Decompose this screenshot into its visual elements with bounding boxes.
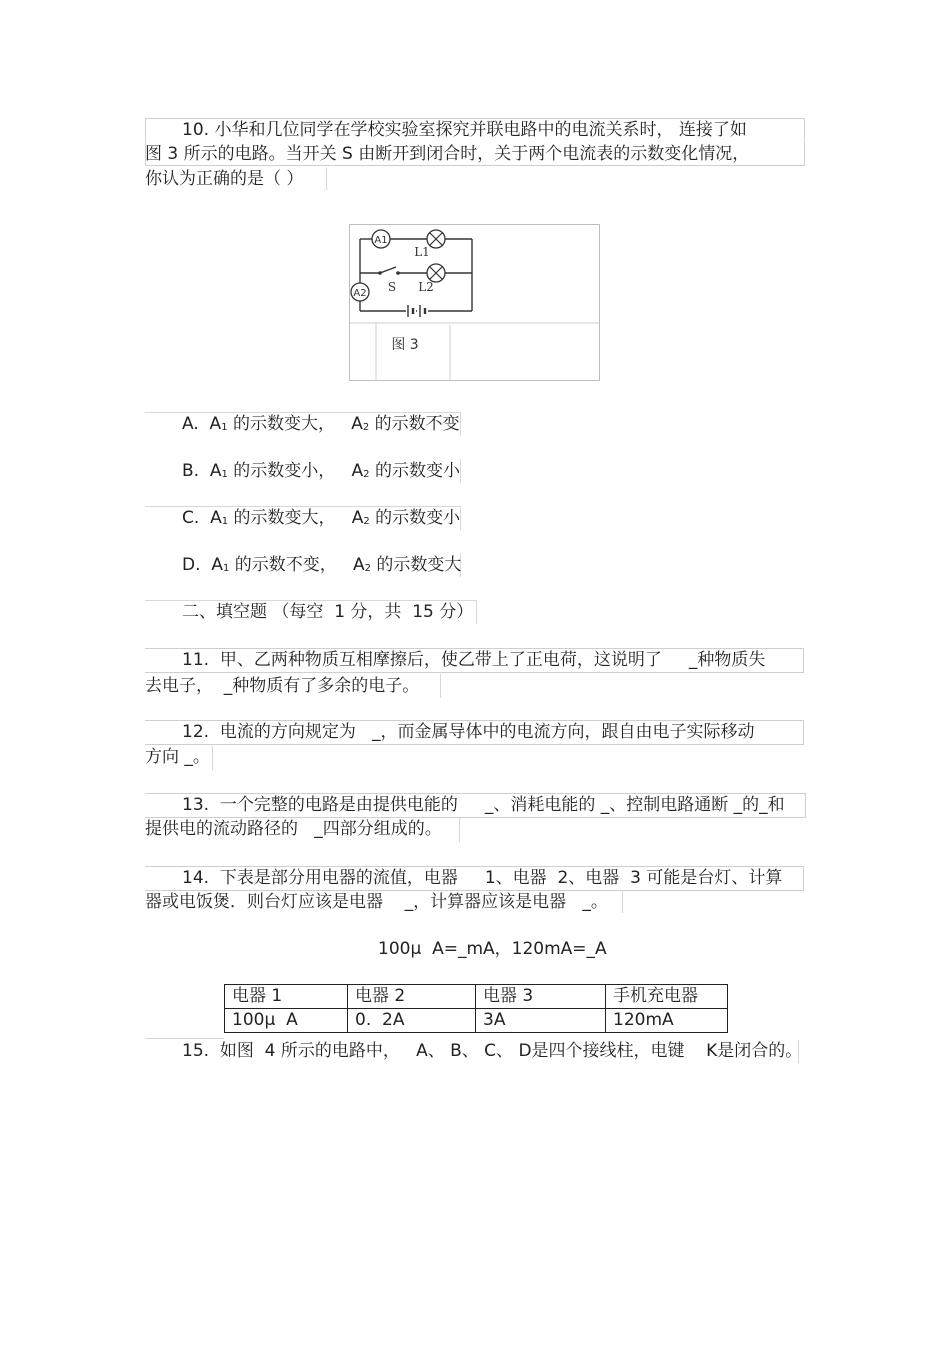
switch-s-label: S [387,280,397,294]
table-row [225,1009,728,1033]
table-cell: 0. 2A [348,1009,476,1033]
option-c-meter1-sub: 1 [221,516,229,527]
option-b-text1: 的示数变小， [227,461,352,481]
l2-label: L2 [418,280,434,294]
table-header-cell: 手机充电器 [606,985,728,1009]
q11-line2: 去电子， _种物质有了多余的电子。 [145,676,420,696]
q12-line1: 12. 电流的方向规定为 _，而金属导体中的电流方向，跟自由电子实际移动 [182,722,755,742]
option-d-meter1: A [211,555,223,575]
l1-label: L1 [414,245,430,259]
q14-line2: 器或电饭煲．则台灯应该是电器 _，计算器应该是电器 _。 [145,892,608,912]
option-a-meter1: A [209,414,222,434]
option-c [182,507,460,533]
option-b-meter2: A [351,461,364,481]
a2-label: A2 [353,288,367,299]
option-d-meter1-sub: 1 [222,563,230,574]
q11-frame-end [440,674,441,698]
option-b-meter2-sub: 2 [363,469,370,480]
option-c-letter: C. [182,508,200,528]
option-a-letter: A. [182,414,199,434]
option-a-meter2: A [351,414,363,434]
option-d-meter2-sub: 2 [364,563,371,574]
section2-heading: 二、填空题 （每空 1 分，共 15 分） [182,602,474,622]
q10-line1: 10. 小华和几位同学在学校实验室探究并联电路中的电流关系时， 连接了如 [182,120,747,140]
q15-rule [145,1038,224,1039]
option-c-text2: 的示数变小 [369,508,461,528]
q10-line3: 你认为正确的是（ ） [145,169,304,189]
option-b-letter: B. [182,461,200,481]
option-a-end [460,412,461,436]
q10-frame-end [326,168,327,190]
option-a [182,413,460,439]
option-d-letter: D. [182,555,201,575]
q11-line1: 11. 甲、乙两种物质互相摩擦后，使乙带上了正电荷，这说明了 _种物质失 [182,650,766,670]
q12-frame-end [212,746,213,770]
option-b-text2: 的示数变小 [369,461,460,481]
option-c-text1: 的示数变大， [228,508,352,528]
q15-line1: 15. 如图 4 所示的电路中， A、 B、 C、 D是四个接线柱，电键 K是闭合的。 [182,1041,803,1061]
option-a-text2: 的示数不变 [369,414,460,434]
option-c-meter2: A [351,508,364,528]
option-c-meter1: A [210,508,222,528]
option-c-meter2-sub: 2 [363,516,370,527]
q12-line2: 方向 _。 [145,747,210,767]
q13-line1: 13. 一个完整的电路是由提供电能的 _、消耗电能的 _、控制电路通断 _的_和 [182,795,785,815]
option-a-text1: 的示数变大， [227,414,352,434]
option-d-text2: 的示数变大 [370,555,462,575]
circuit-diagram [350,225,599,380]
option-d-meter2: A [352,555,365,575]
lamp-l1 [414,230,445,259]
option-b-meter1: A [209,461,222,481]
table-cell: 120mA [606,1009,728,1033]
option-b [182,460,460,486]
appliance-current-table [224,984,728,1033]
table-header-cell: 电器 2 [348,985,476,1009]
a1-label: A1 [374,235,388,246]
option-d-text1: 的示数不变， [229,555,353,575]
q14-frame-end [622,891,623,913]
table-header-row [225,985,728,1009]
option-a-meter2-sub: 2 [362,422,370,433]
table-header-cell: 电器 3 [476,985,606,1009]
conversion-line: 100μ A=_mA，120mA=_A [378,939,607,959]
option-d [182,554,461,580]
table-cell: 3A [476,1009,606,1033]
figure-caption: 图 3 [391,337,419,353]
section2-end [476,600,477,624]
option-a-meter1-sub: 1 [221,422,228,433]
lamp-l2 [418,264,445,294]
q10-line2: 图 3 所示的电路。当开关 S 由断开到闭合时，关于两个电流表的示数变化情况， [145,144,750,164]
option-b-meter1-sub: 1 [221,469,228,480]
ammeter-a1 [372,230,390,248]
q13-line2: 提供电的流动路径的 _四部分组成的。 [145,819,442,839]
table-header-cell: 电器 1 [225,985,348,1009]
table-cell: 100μ A [225,1009,348,1033]
circuit-figure [349,224,600,381]
q13-frame-end [459,818,460,842]
option-b-end [460,459,461,483]
q14-line1: 14. 下表是部分用电器的流值，电器 1、电器 2、电器 3 可能是台灯、计算 [182,868,783,888]
ammeter-a2 [351,283,369,301]
